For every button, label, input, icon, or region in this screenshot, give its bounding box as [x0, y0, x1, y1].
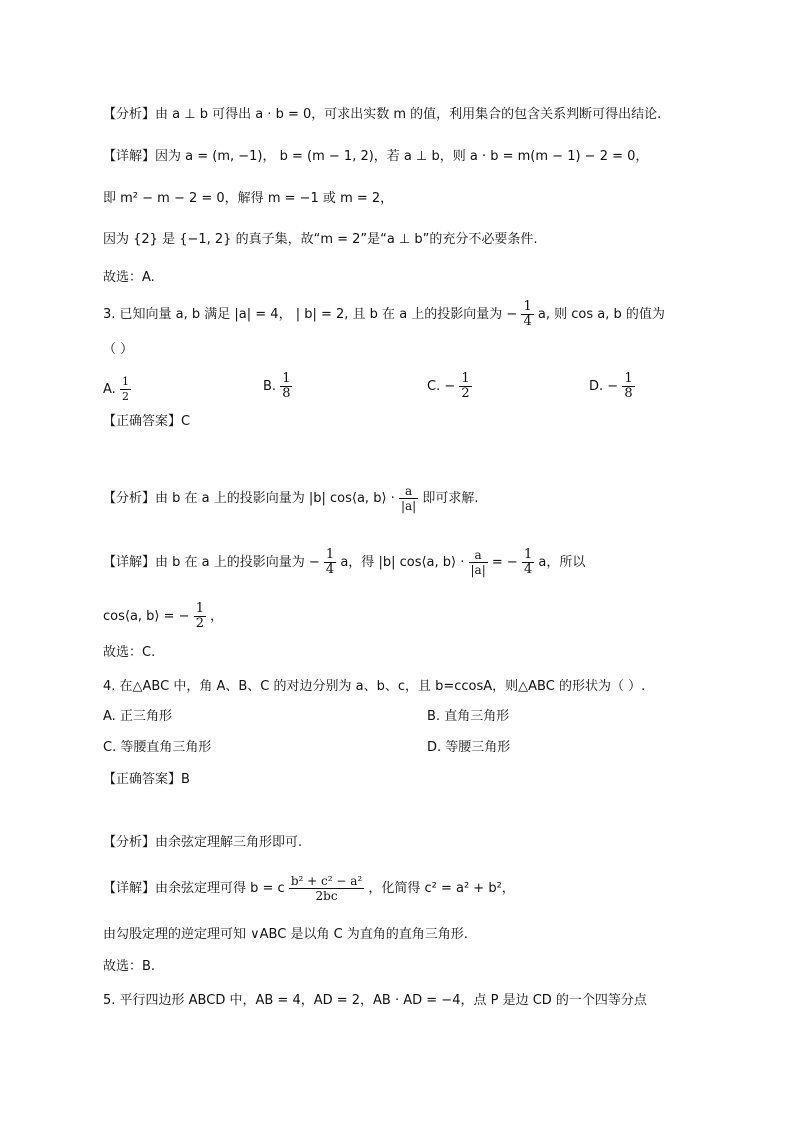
q3-detail-frac-3	[522, 548, 534, 577]
q3-stem-text: 3. 已知向量 a, b 满足 |a| = 4， | b| = 2, 且 b 在 a 上的投影向量为 −	[103, 307, 518, 322]
q4-detail	[103, 874, 515, 903]
q3-detail-post: a，所以	[538, 555, 586, 570]
q4-option-c-text: 等腰直角三角形	[120, 740, 212, 755]
q3-detail-cos-text: cos⟨a, b⟩ = −	[103, 609, 190, 624]
q4-detail-frac-den: 2bc	[315, 889, 338, 903]
q3-analysis-frac-num: a	[399, 484, 418, 499]
q3-option-b-num: 1	[282, 371, 291, 386]
q4-option-c	[103, 738, 211, 758]
q3-stem	[103, 300, 665, 329]
q3-option-c-fraction	[459, 372, 471, 401]
q3-option-d-fraction	[622, 372, 634, 401]
q3-detail-frac-1	[324, 548, 336, 577]
q3-option-a-num: 1	[121, 375, 129, 388]
q3-option-b-fraction	[280, 372, 292, 401]
q3-detail-cos	[103, 602, 223, 631]
q3-option-c-den: 2	[461, 386, 470, 401]
q3-analysis-post: 即可求解.	[422, 491, 479, 506]
q4-correct: 【正确答案】B	[103, 772, 190, 787]
q4-detail-fraction	[289, 874, 364, 903]
q4-option-a-label: A.	[103, 709, 116, 724]
q3-option-c-num: 1	[461, 371, 470, 386]
q4-detail-frac-num: b² + c² − a²	[290, 874, 363, 888]
q3-option-a-den: 2	[121, 390, 129, 403]
q3-answer: 故选：C.	[103, 645, 156, 660]
p2-detail-2: 即 m² − m − 2 = 0，解得 m = −1 或 m = 2，	[103, 191, 394, 206]
q3-detail-mid: a，得 |b| cos⟨a, b⟩ ·	[340, 555, 465, 570]
q3-correct: 【正确答案】C	[103, 414, 191, 429]
q3-detail-cos-num: 1	[195, 601, 204, 616]
q4-option-c-label: C.	[103, 740, 117, 755]
q3-detail-frac-2-num: a	[469, 548, 488, 563]
q3-option-c-sign: −	[444, 379, 456, 394]
q3-detail-frac-2-den: |a|	[470, 563, 486, 577]
q3-analysis	[103, 484, 478, 513]
q3-detail-pre: 【详解】由 b 在 a 上的投影向量为 −	[103, 555, 320, 570]
q3-analysis-fraction	[399, 484, 418, 513]
q4-option-b-label: B.	[427, 709, 441, 724]
q3-detail-eq: = −	[491, 555, 518, 570]
q4-option-b-text: 直角三角形	[444, 709, 510, 724]
q4-option-a-text: 正三角形	[119, 709, 172, 724]
q4-option-d-text: 等腰三角形	[445, 740, 511, 755]
q4-option-d-label: D.	[427, 740, 442, 755]
q3-analysis-frac-den: |a|	[400, 499, 417, 513]
q4-detail-pre: 【详解】由余弦定理可得 b = c	[103, 881, 285, 896]
q4-option-d	[427, 738, 510, 758]
p2-detail-3: 因为 {2} 是 {−1, 2} 的真子集，故“m = 2”是“a ⊥ b”的充分不必要条件.	[103, 232, 538, 247]
p2-analysis: 【分析】由 a ⊥ b 可得出 a · b = 0，可求出实数 m 的值，利用集合的包含关系判断可得出结论.	[103, 107, 662, 122]
p2-answer: 故选：A.	[103, 270, 155, 285]
q3-option-b-label: B.	[263, 379, 277, 394]
q3-detail-frac-1-num: 1	[325, 547, 335, 562]
q3-detail-frac-3-den: 4	[523, 562, 533, 577]
q3-detail-cos-den: 2	[195, 616, 204, 631]
q4-answer: 故选：B.	[103, 959, 156, 974]
p2-detail-1: 【详解】因为 a = (m, −1)， b = (m − 1, 2)，若 a ⊥ b，则 a · b = m(m − 1) − 2 = 0，	[103, 149, 649, 164]
q5-stem: 5. 平行四边形 ABCD 中，AB = 4，AD = 2，AB · AD = −4，点 P 是边 CD 的一个四等分点	[103, 993, 647, 1008]
q3-detail-cos-frac	[194, 602, 206, 631]
q3-option-a	[103, 375, 131, 404]
q3-detail-frac-2	[469, 548, 488, 577]
q3-option-d-den: 8	[624, 386, 633, 401]
q3-option-a-fraction	[120, 375, 131, 404]
q3-option-c-label: C.	[427, 379, 441, 394]
q3-option-b-den: 8	[282, 386, 291, 401]
q3-detail-cos-end: ，	[210, 609, 224, 624]
q3-stem-fraction	[521, 300, 533, 329]
q3-option-b	[263, 372, 292, 401]
q3-stem-frac-num: 1	[523, 299, 532, 314]
q3-option-d	[589, 372, 635, 401]
q3-option-a-label: A.	[103, 382, 116, 397]
q4-option-b	[427, 707, 509, 727]
q3-detail-frac-1-den: 4	[325, 562, 335, 577]
q3-detail	[103, 548, 585, 577]
q3-stem-frac-den: 4	[523, 314, 532, 329]
q4-stem: 4. 在△ABC 中，角 A、B、C 的对边分别为 a、b、c，且 b=ccosA，则△ABC 的形状为（ ）.	[103, 679, 646, 694]
q3-analysis-pre: 【分析】由 b 在 a 上的投影向量为 |b| cos⟨a, b⟩ ·	[103, 491, 395, 506]
q3-option-d-label: D.	[589, 379, 604, 394]
q3-option-c	[427, 372, 472, 401]
q3-detail-frac-3-num: 1	[523, 547, 533, 562]
q4-detail-post: ，化简得 c² = a² + b²，	[368, 881, 515, 896]
q4-detail-2: 由勾股定理的逆定理可知 ∨ABC 是以角 C 为直角的直角三角形.	[103, 927, 468, 942]
q3-option-d-num: 1	[624, 371, 633, 386]
q3-stem-tail: a, 则 cos a, b 的值为	[537, 307, 665, 322]
q3-paren: （ ）	[103, 342, 134, 357]
q4-analysis: 【分析】由余弦定理解三角形即可.	[103, 835, 303, 850]
q3-option-d-sign: −	[607, 379, 619, 394]
q4-option-a	[103, 707, 172, 727]
